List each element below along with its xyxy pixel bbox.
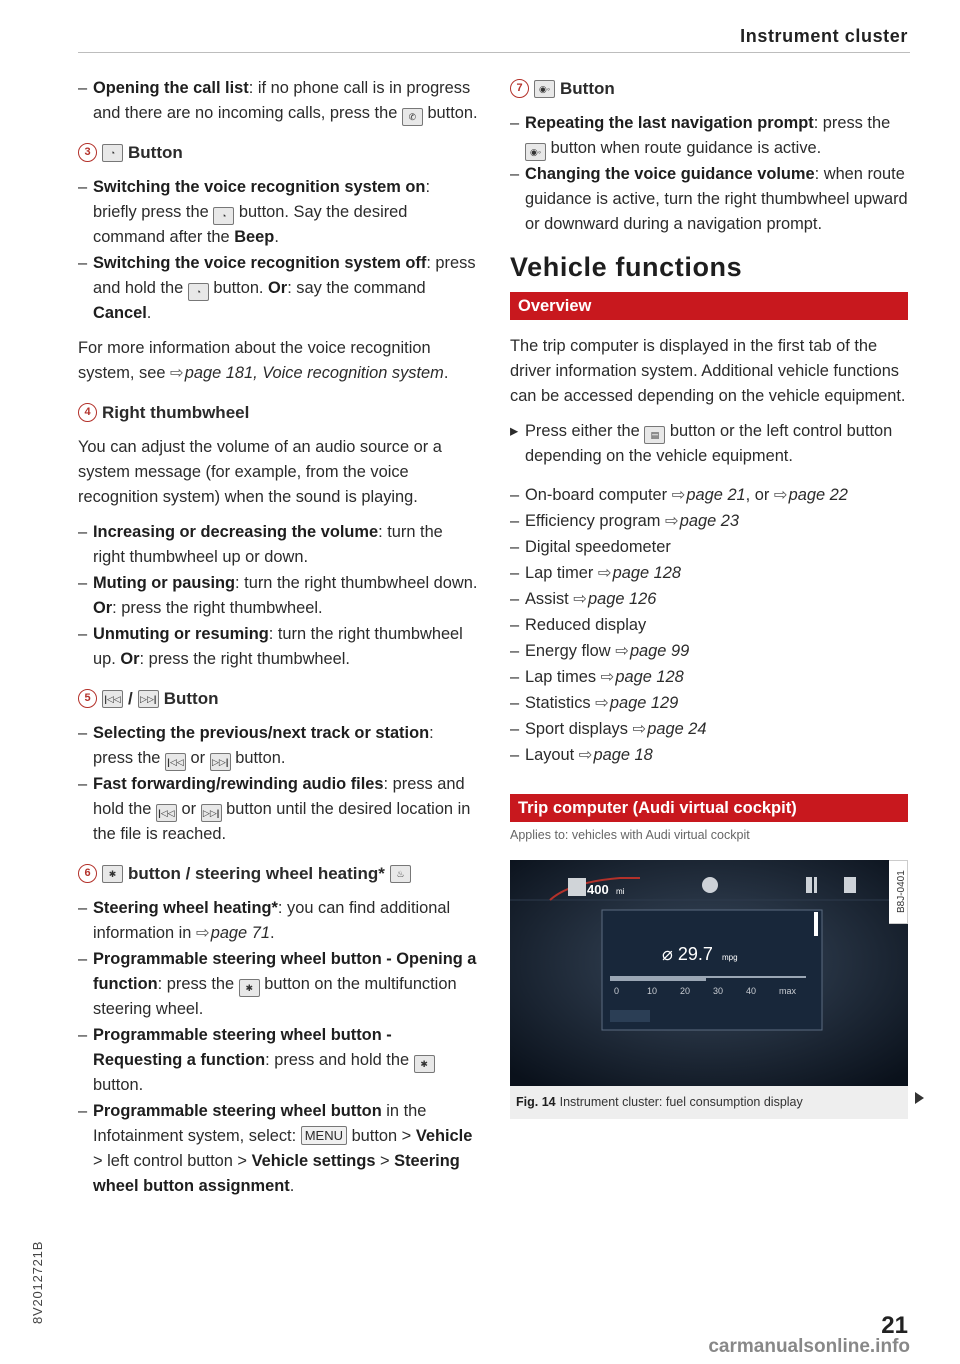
page-link[interactable]: ⇨page 99 <box>615 642 690 660</box>
prev-track-icon: |◁◁ <box>165 753 186 771</box>
function-list-item: – Reduced display <box>510 616 647 634</box>
section-4-heading: 4 Right thumbwheel <box>78 400 478 425</box>
voice-icon: ◔ <box>102 144 123 162</box>
watermark: carmanualsonline.info <box>708 1336 910 1357</box>
list-item-prog-open: – Programmable steering wheel button - Opening a function: press the ✱ button on the multifunction steering wheel. <box>78 950 477 1018</box>
figure-id: B8J-0401 <box>889 860 908 924</box>
consumption-unit: mpg <box>722 953 738 962</box>
list-item-mute: – Muting or pausing: turn the right thumbwheel down. Or: press the right thumbwheel. <box>78 574 478 617</box>
function-list-item: – Statistics ⇨page 129 <box>510 694 679 712</box>
trip-computer-header: Trip computer (Audi virtual cockpit) <box>510 794 908 822</box>
list-item-select-track: – Selecting the previous/next track or station: press the |◁◁ or ▷▷| button. <box>78 721 478 771</box>
page-link[interactable]: ⇨page 18 <box>578 746 653 764</box>
cluster-illustration <box>510 860 908 1086</box>
consumption-value: ⌀ 29.7 <box>662 944 713 964</box>
page-link[interactable]: ⇨page 24 <box>632 720 707 738</box>
nav-prompt-icon: ◉◦ <box>534 80 555 98</box>
callout-number: 4 <box>78 403 97 422</box>
prev-track-icon: |◁◁ <box>156 804 177 822</box>
callout-number: 5 <box>78 689 97 708</box>
header-rule <box>78 52 910 53</box>
list-item-fast-forward: – Fast forwarding/rewinding audio files: press and hold the |◁◁ or ▷▷| button until the desired location in the file is reached. <box>78 775 471 843</box>
voice-icon: ◔ <box>188 283 209 301</box>
list-item-prog-request: – Programmable steering wheel button - Requesting a function: press and hold the ✱ button. <box>78 1023 478 1098</box>
star-button-icon: ✱ <box>414 1055 435 1073</box>
function-list-item: – Sport displays ⇨page 24 <box>510 720 707 738</box>
function-list <box>510 483 910 768</box>
page-link[interactable]: ⇨page 22 <box>773 486 848 504</box>
page-link[interactable]: ⇨page 71 <box>195 924 270 942</box>
page-link[interactable]: ⇨page 23 <box>665 512 739 530</box>
star-button-icon: ✱ <box>102 865 123 883</box>
fuel-pump-icon <box>568 878 586 896</box>
list-item-volume: – Increasing or decreasing the volume: turn the right thumbwheel up or down. <box>78 523 443 566</box>
list-item-opening-call-list: – Opening the call list: if no phone call is in progress and there are no incoming calls, press the ✆ button. <box>78 76 478 126</box>
list-item-guidance-volume: – Changing the voice guidance volume: when route guidance is active, turn the right thumbwheel upward or downward during a navigation prompt. <box>510 165 908 233</box>
more-info-paragraph: For more information about the voice recognition system, see ⇨page 181, Voice recognition system. <box>78 339 449 382</box>
section-5-heading: 5 |◁◁ / ▷▷| Button <box>78 686 478 711</box>
next-track-icon: ▷▷| <box>138 690 159 708</box>
section-7-heading: 7 ◉◦ Button <box>510 76 910 101</box>
list-item-unmute: – Unmuting or resuming: turn the right thumbwheel up. Or: press the right thumbwheel. <box>78 625 463 668</box>
page-link[interactable]: ⇨page 126 <box>573 590 657 608</box>
list-item-heating: – Steering wheel heating*: you can find additional information in ⇨page 71. <box>78 899 451 942</box>
scale-label: 30 <box>713 986 724 996</box>
page-link[interactable]: ⇨page 181, Voice recognition system <box>170 364 444 382</box>
thumbwheel-intro: You can adjust the volume of an audio source or a system message (for example, from the voice recognition system) when the sound is playing. <box>78 438 442 506</box>
callout-number: 7 <box>510 79 529 98</box>
function-list-item: – Lap timer ⇨page 128 <box>510 564 681 582</box>
figure-caption: Fig. 14 Instrument cluster: fuel consumption display <box>510 1086 908 1119</box>
section-title-vehicle-functions: Vehicle functions <box>510 252 743 282</box>
list-item-prog-info: – Programmable steering wheel button in the Infotainment system, select: MENU button > Vehicle > left control button > Vehicle settings > Steering wheel button assignment. <box>78 1102 473 1195</box>
overview-header: Overview <box>510 292 908 320</box>
function-list-item: – On-board computer ⇨page 21, or ⇨page 22 <box>510 486 848 504</box>
next-track-icon: ▷▷| <box>201 804 222 822</box>
callout-number: 3 <box>78 143 97 162</box>
function-list-item: – Digital speedometer <box>510 538 671 556</box>
scale-label: 0 <box>614 986 620 996</box>
applies-to-note: Applies to: vehicles with Audi virtual cockpit <box>510 828 750 842</box>
right-column <box>510 76 910 1119</box>
next-track-icon: ▷▷| <box>210 753 231 771</box>
instrument-cluster-figure <box>510 860 908 1086</box>
function-list-item: – Layout ⇨page 18 <box>510 746 653 764</box>
page-link[interactable]: ⇨page 21 <box>671 486 746 504</box>
callout-number: 6 <box>78 864 97 883</box>
page-link[interactable]: ⇨page 129 <box>595 694 679 712</box>
function-list-item: – Lap times ⇨page 128 <box>510 668 684 686</box>
nav-prompt-icon: ◉◦ <box>525 143 546 161</box>
function-list-item: – Efficiency program ⇨page 23 <box>510 512 739 530</box>
section-3-heading: 3 ◔ Button <box>78 140 478 165</box>
range-unit: mi <box>616 887 625 896</box>
page-header-title: Instrument cluster <box>740 26 908 46</box>
list-item-voice-on: – Switching the voice recognition system on: briefly press the ◔ button. Say the desired command after the Beep. <box>78 178 430 246</box>
star-button-icon: ✱ <box>239 979 260 997</box>
view-button-icon: ▤ <box>644 426 665 444</box>
menu-key: MENU <box>301 1126 347 1145</box>
section-6-heading: 6 ✱ button / steering wheel heating* ♨ <box>78 861 478 886</box>
page-link[interactable]: ⇨page 128 <box>597 564 681 582</box>
voice-icon: ◔ <box>213 207 234 225</box>
scale-label: 10 <box>647 986 658 996</box>
scale-label: 20 <box>680 986 691 996</box>
phone-icon: ✆ <box>402 108 423 126</box>
left-column <box>78 76 478 1200</box>
scale-label: max <box>779 986 797 996</box>
continue-arrow-icon <box>915 1092 924 1104</box>
function-list-item: – Energy flow ⇨page 99 <box>510 642 690 660</box>
page-number: 21 <box>881 1312 908 1339</box>
range-value: 400 <box>587 882 609 897</box>
page-link[interactable]: ⇨page 128 <box>600 668 684 686</box>
list-item-repeat-prompt: – Repeating the last navigation prompt: press the ◉◦ button when route guidance is active. <box>510 111 910 161</box>
prev-track-icon: |◁◁ <box>102 690 123 708</box>
overview-paragraph: The trip computer is displayed in the first tab of the driver information system. Additional vehicle functions can be accessed depending on the vehicle equipment. <box>510 337 906 405</box>
function-list-item: – Assist ⇨page 126 <box>510 590 657 608</box>
list-item-voice-off: – Switching the voice recognition system off: press and hold the ◔ button. Or: say the command Cancel. <box>78 254 476 322</box>
heating-icon: ♨ <box>390 865 411 883</box>
scale-label: 40 <box>746 986 757 996</box>
instruction-press-either: ▸ Press either the ▤ button or the left control button depending on the vehicle equipment. <box>510 422 893 465</box>
document-code: 8V2012721B <box>30 1240 45 1324</box>
wheel-icon <box>702 877 718 893</box>
